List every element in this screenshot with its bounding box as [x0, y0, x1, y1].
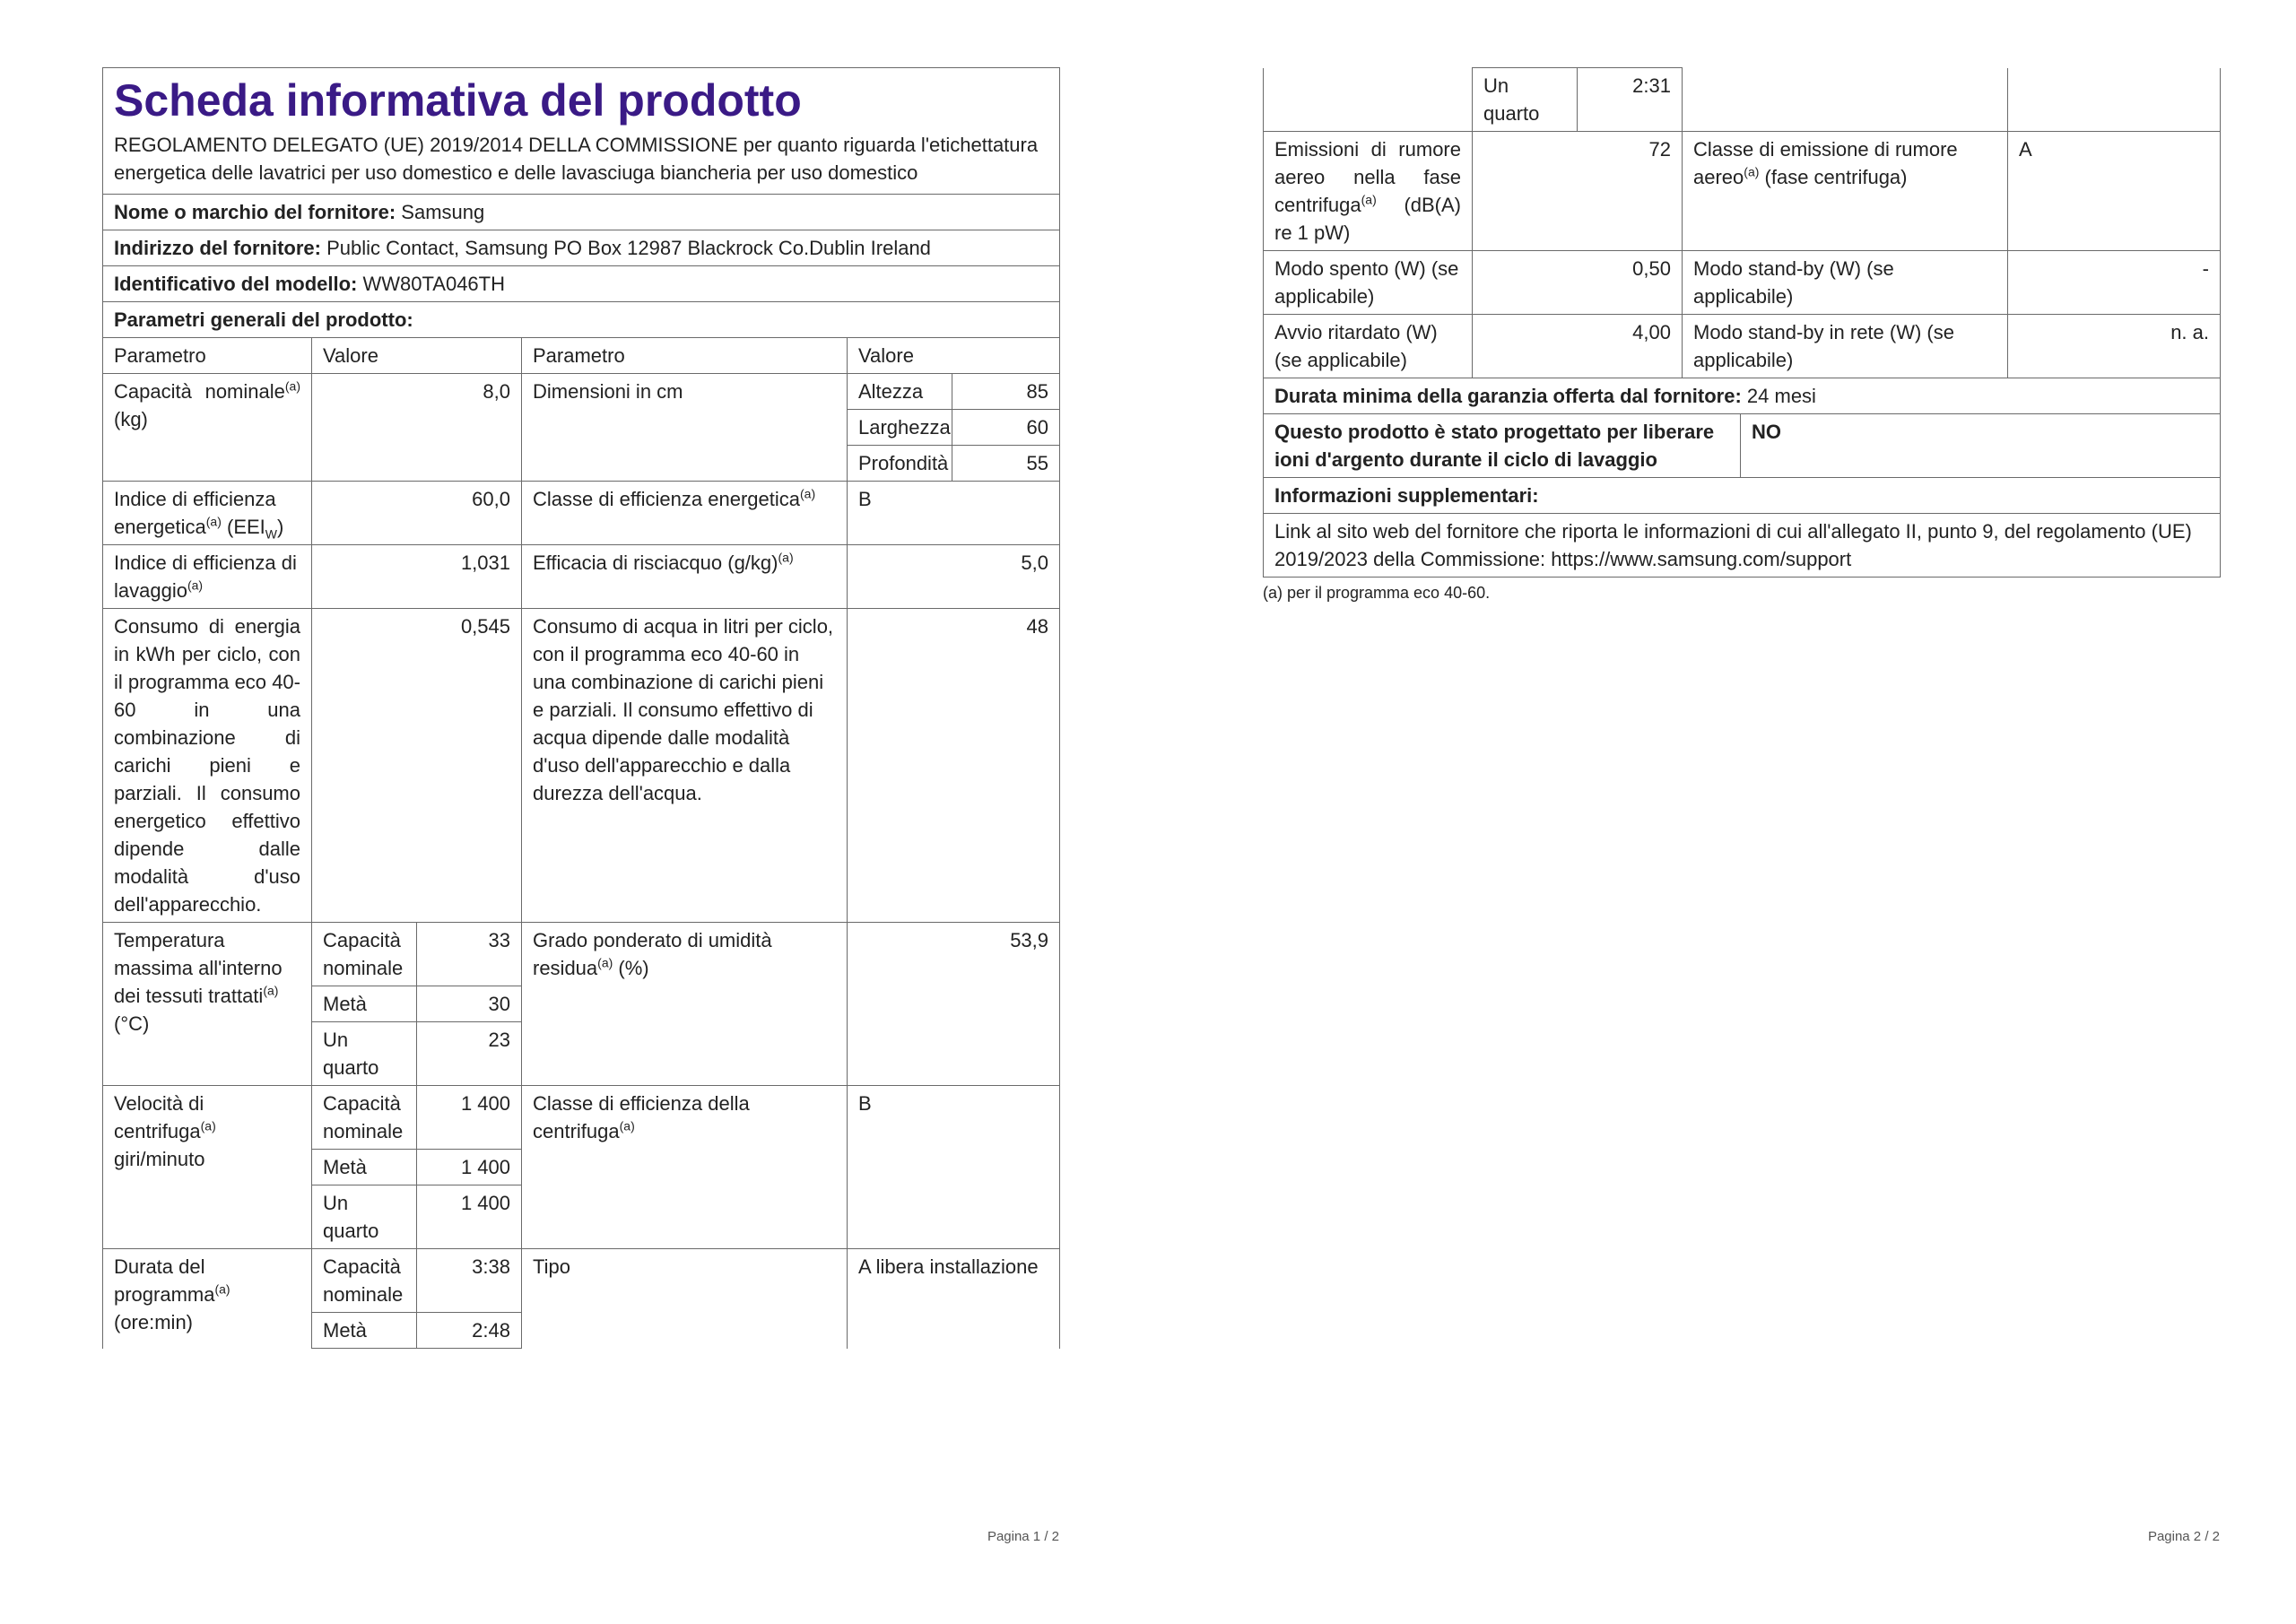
page-1 [102, 67, 1059, 1544]
footnote-mark: (a) [187, 578, 204, 593]
table-row [103, 482, 1060, 545]
standby-label: Modo stand-by (W) (se applicabile) [1683, 251, 2008, 315]
duration-half: 2:48 [417, 1313, 522, 1349]
type-value: A libera installazione [848, 1249, 1060, 1349]
load-full-label: Capacità nominale [312, 1249, 417, 1313]
off-mode-value: 0,50 [1473, 251, 1683, 315]
duration-label: Durata del programma [114, 1255, 215, 1306]
product-info-table-page2 [1263, 67, 2221, 414]
product-info-table-page1 [102, 67, 1060, 1349]
supplier-address-label: Indirizzo del fornitore: [114, 237, 321, 259]
spin-speed-label: Velocità di centrifuga [114, 1092, 204, 1142]
rinse-label: Efficacia di risciacquo (g/kg) [533, 551, 778, 574]
footnote-mark: (a) [284, 378, 300, 394]
table-row [1264, 68, 2221, 132]
table-row [103, 374, 1060, 410]
supplier-address: Public Contact, Samsung PO Box 12987 Blackrock Co.Dublin Ireland [326, 237, 931, 259]
header-param-1: Parametro [103, 338, 312, 374]
header-value-1: Valore [312, 338, 522, 374]
capacity-unit: (kg) [114, 408, 148, 430]
energy-consumption-value: 0,545 [312, 609, 522, 923]
load-full-label: Capacità nominale [312, 1086, 417, 1150]
capacity-value: 8,0 [312, 374, 522, 482]
max-temp-half: 30 [417, 986, 522, 1022]
spin-class-value: B [848, 1086, 1060, 1249]
max-temp-unit: (°C) [114, 1012, 150, 1035]
wash-index-label: Indice di efficienza di lavaggio [114, 551, 297, 602]
duration-quarter: 2:31 [1578, 68, 1683, 132]
energy-class-value: B [848, 482, 1060, 545]
load-quarter-label: Un quarto [1473, 68, 1578, 132]
header-value-2: Valore [848, 338, 1060, 374]
network-standby-value: n. a. [2008, 315, 2221, 378]
table-row [103, 609, 1060, 923]
rinse-value: 5,0 [848, 545, 1060, 609]
footnote: (a) per il programma eco 40-60. [1263, 583, 1491, 602]
energy-consumption-label: Consumo di energia in kWh per ciclo, con il programma eco 40-60 in una combinazione di carichi pieni e parziali. Il consumo energetico effettivo dipende dalle modalità d'uso dell'apparecchio. [103, 609, 312, 923]
duration-full: 3:38 [417, 1249, 522, 1313]
load-half-label: Metà [312, 1150, 417, 1185]
footnote-mark: (a) [800, 486, 816, 501]
type-label: Tipo [522, 1249, 848, 1349]
width-label: Larghezza [848, 410, 952, 446]
footnote-mark: (a) [205, 514, 222, 529]
load-half-label: Metà [312, 1313, 417, 1349]
noise-class-value: A [2008, 132, 2221, 251]
footnote-mark: (a) [778, 550, 794, 565]
height-value: 85 [952, 374, 1060, 410]
eei-unit: (EEI [227, 516, 265, 538]
spin-class-label: Classe di efficienza della centrifuga [533, 1092, 750, 1142]
load-full-label: Capacità nominale [312, 923, 417, 986]
footnote-mark: (a) [263, 983, 279, 998]
footnote-mark: (a) [1744, 164, 1760, 179]
delay-start-value: 4,00 [1473, 315, 1683, 378]
footnote-mark: (a) [597, 955, 613, 970]
noise-unit: (dB(A) re 1 pW) [1274, 194, 1461, 244]
model-label: Identificativo del modello: [114, 273, 358, 295]
noise-value: 72 [1473, 132, 1683, 251]
water-consumption-value: 48 [848, 609, 1060, 923]
footnote-mark: (a) [200, 1118, 216, 1133]
wash-index-value: 1,031 [312, 545, 522, 609]
depth-label: Profondità [848, 446, 952, 482]
load-quarter-label: Un quarto [312, 1022, 417, 1086]
moisture-unit: (%) [618, 957, 649, 979]
spin-speed-half: 1 400 [417, 1150, 522, 1185]
depth-value: 55 [952, 446, 1060, 482]
standby-value: - [2008, 251, 2221, 315]
footnote-mark: (a) [1361, 192, 1377, 207]
dimensions-label: Dimensioni in cm [522, 374, 848, 482]
max-temp-label: Temperatura massima all'interno dei tessuti trattati [114, 929, 283, 1007]
table-row [103, 545, 1060, 609]
table-row [103, 1086, 1060, 1150]
page-number-2: Pagina 2 / 2 [2147, 1529, 2220, 1544]
table-row [1264, 413, 2221, 477]
table-row [1264, 378, 2221, 414]
warranty-value: 24 mesi [1746, 385, 1816, 407]
supplier-name-label: Nome o marchio del fornitore: [114, 201, 396, 223]
spin-speed-quarter: 1 400 [417, 1185, 522, 1249]
load-quarter-label: Un quarto [312, 1185, 417, 1249]
network-standby-label: Modo stand-by in rete (W) (se applicabile) [1683, 315, 2008, 378]
load-half-label: Metà [312, 986, 417, 1022]
moisture-value: 53,9 [848, 923, 1060, 1086]
silver-ions-table [1263, 413, 2221, 578]
general-params-label: Parametri generali del prodotto: [103, 302, 1060, 338]
duration-unit: (ore:min) [114, 1311, 194, 1333]
eei-unit-close: ) [277, 516, 284, 538]
energy-class-label: Classe di efficienza energetica [533, 488, 800, 510]
table-row [1264, 315, 2221, 378]
height-label: Altezza [848, 374, 952, 410]
noise-class-label: Classe di emissione di rumore aereo [1693, 138, 1958, 188]
supplier-name: Samsung [401, 201, 485, 223]
eei-value: 60,0 [312, 482, 522, 545]
table-row [1264, 251, 2221, 315]
extra-info-label: Informazioni supplementari: [1264, 477, 2221, 513]
noise-class-unit: (fase centrifuga) [1764, 166, 1908, 188]
regulation-text: REGOLAMENTO DELEGATO (UE) 2019/2014 DELLA COMMISSIONE per quanto riguarda l'etichettatura energetica delle lavatrici per uso domestico e delle lavasciuga biancheria per uso domestico [114, 134, 1039, 184]
width-value: 60 [952, 410, 1060, 446]
max-temp-full: 33 [417, 923, 522, 986]
delay-start-label: Avvio ritardato (W) (se applicabile) [1264, 315, 1473, 378]
water-consumption-label: Consumo di acqua in litri per ciclo, con il programma eco 40-60 in una combinazione di carichi pieni e parziali. Il consumo effettivo di acqua dipende dalle modalità d'uso dell'apparecchio e dalla durezza dell'acqua. [522, 609, 848, 923]
footnote-mark: (a) [619, 1118, 635, 1133]
footnote-mark: (a) [214, 1281, 230, 1297]
silver-ions-label: Questo prodotto è stato progettato per liberare ioni d'argento durante il ciclo di lavaggio [1264, 413, 1741, 477]
document-title: Scheda informativa del prodotto [114, 75, 802, 126]
supplier-link[interactable]: https://www.samsung.com/support [1551, 547, 1852, 570]
off-mode-label: Modo spento (W) (se applicabile) [1264, 251, 1473, 315]
page-2 [1263, 67, 2220, 1544]
max-temp-quarter: 23 [417, 1022, 522, 1086]
capacity-label: Capacità nominale [114, 380, 285, 403]
silver-ions-value: NO [1741, 413, 2221, 477]
eei-unit-sub: W [265, 526, 278, 542]
noise-label: Emissioni di rumore aereo nella fase centrifuga [1274, 138, 1461, 216]
table-row [103, 923, 1060, 986]
table-row [103, 1249, 1060, 1313]
header-param-2: Parametro [522, 338, 848, 374]
link-text: Link al sito web del fornitore che riporta le informazioni di cui all'allegato II, punto 9, del regolamento (UE) 2019/2023 della Commissione: [1274, 519, 2192, 570]
spin-speed-unit: giri/minuto [114, 1148, 205, 1170]
model-id: WW80TA046TH [362, 273, 505, 295]
spin-speed-full: 1 400 [417, 1086, 522, 1150]
moisture-label: Grado ponderato di umidità residua [533, 929, 772, 979]
page-number-1: Pagina 1 / 2 [987, 1529, 1059, 1544]
eei-label: Indice di efficienza energetica [114, 488, 276, 538]
warranty-label: Durata minima della garanzia offerta dal fornitore: [1274, 385, 1742, 407]
table-header-row [103, 338, 1060, 374]
table-row [1264, 132, 2221, 251]
